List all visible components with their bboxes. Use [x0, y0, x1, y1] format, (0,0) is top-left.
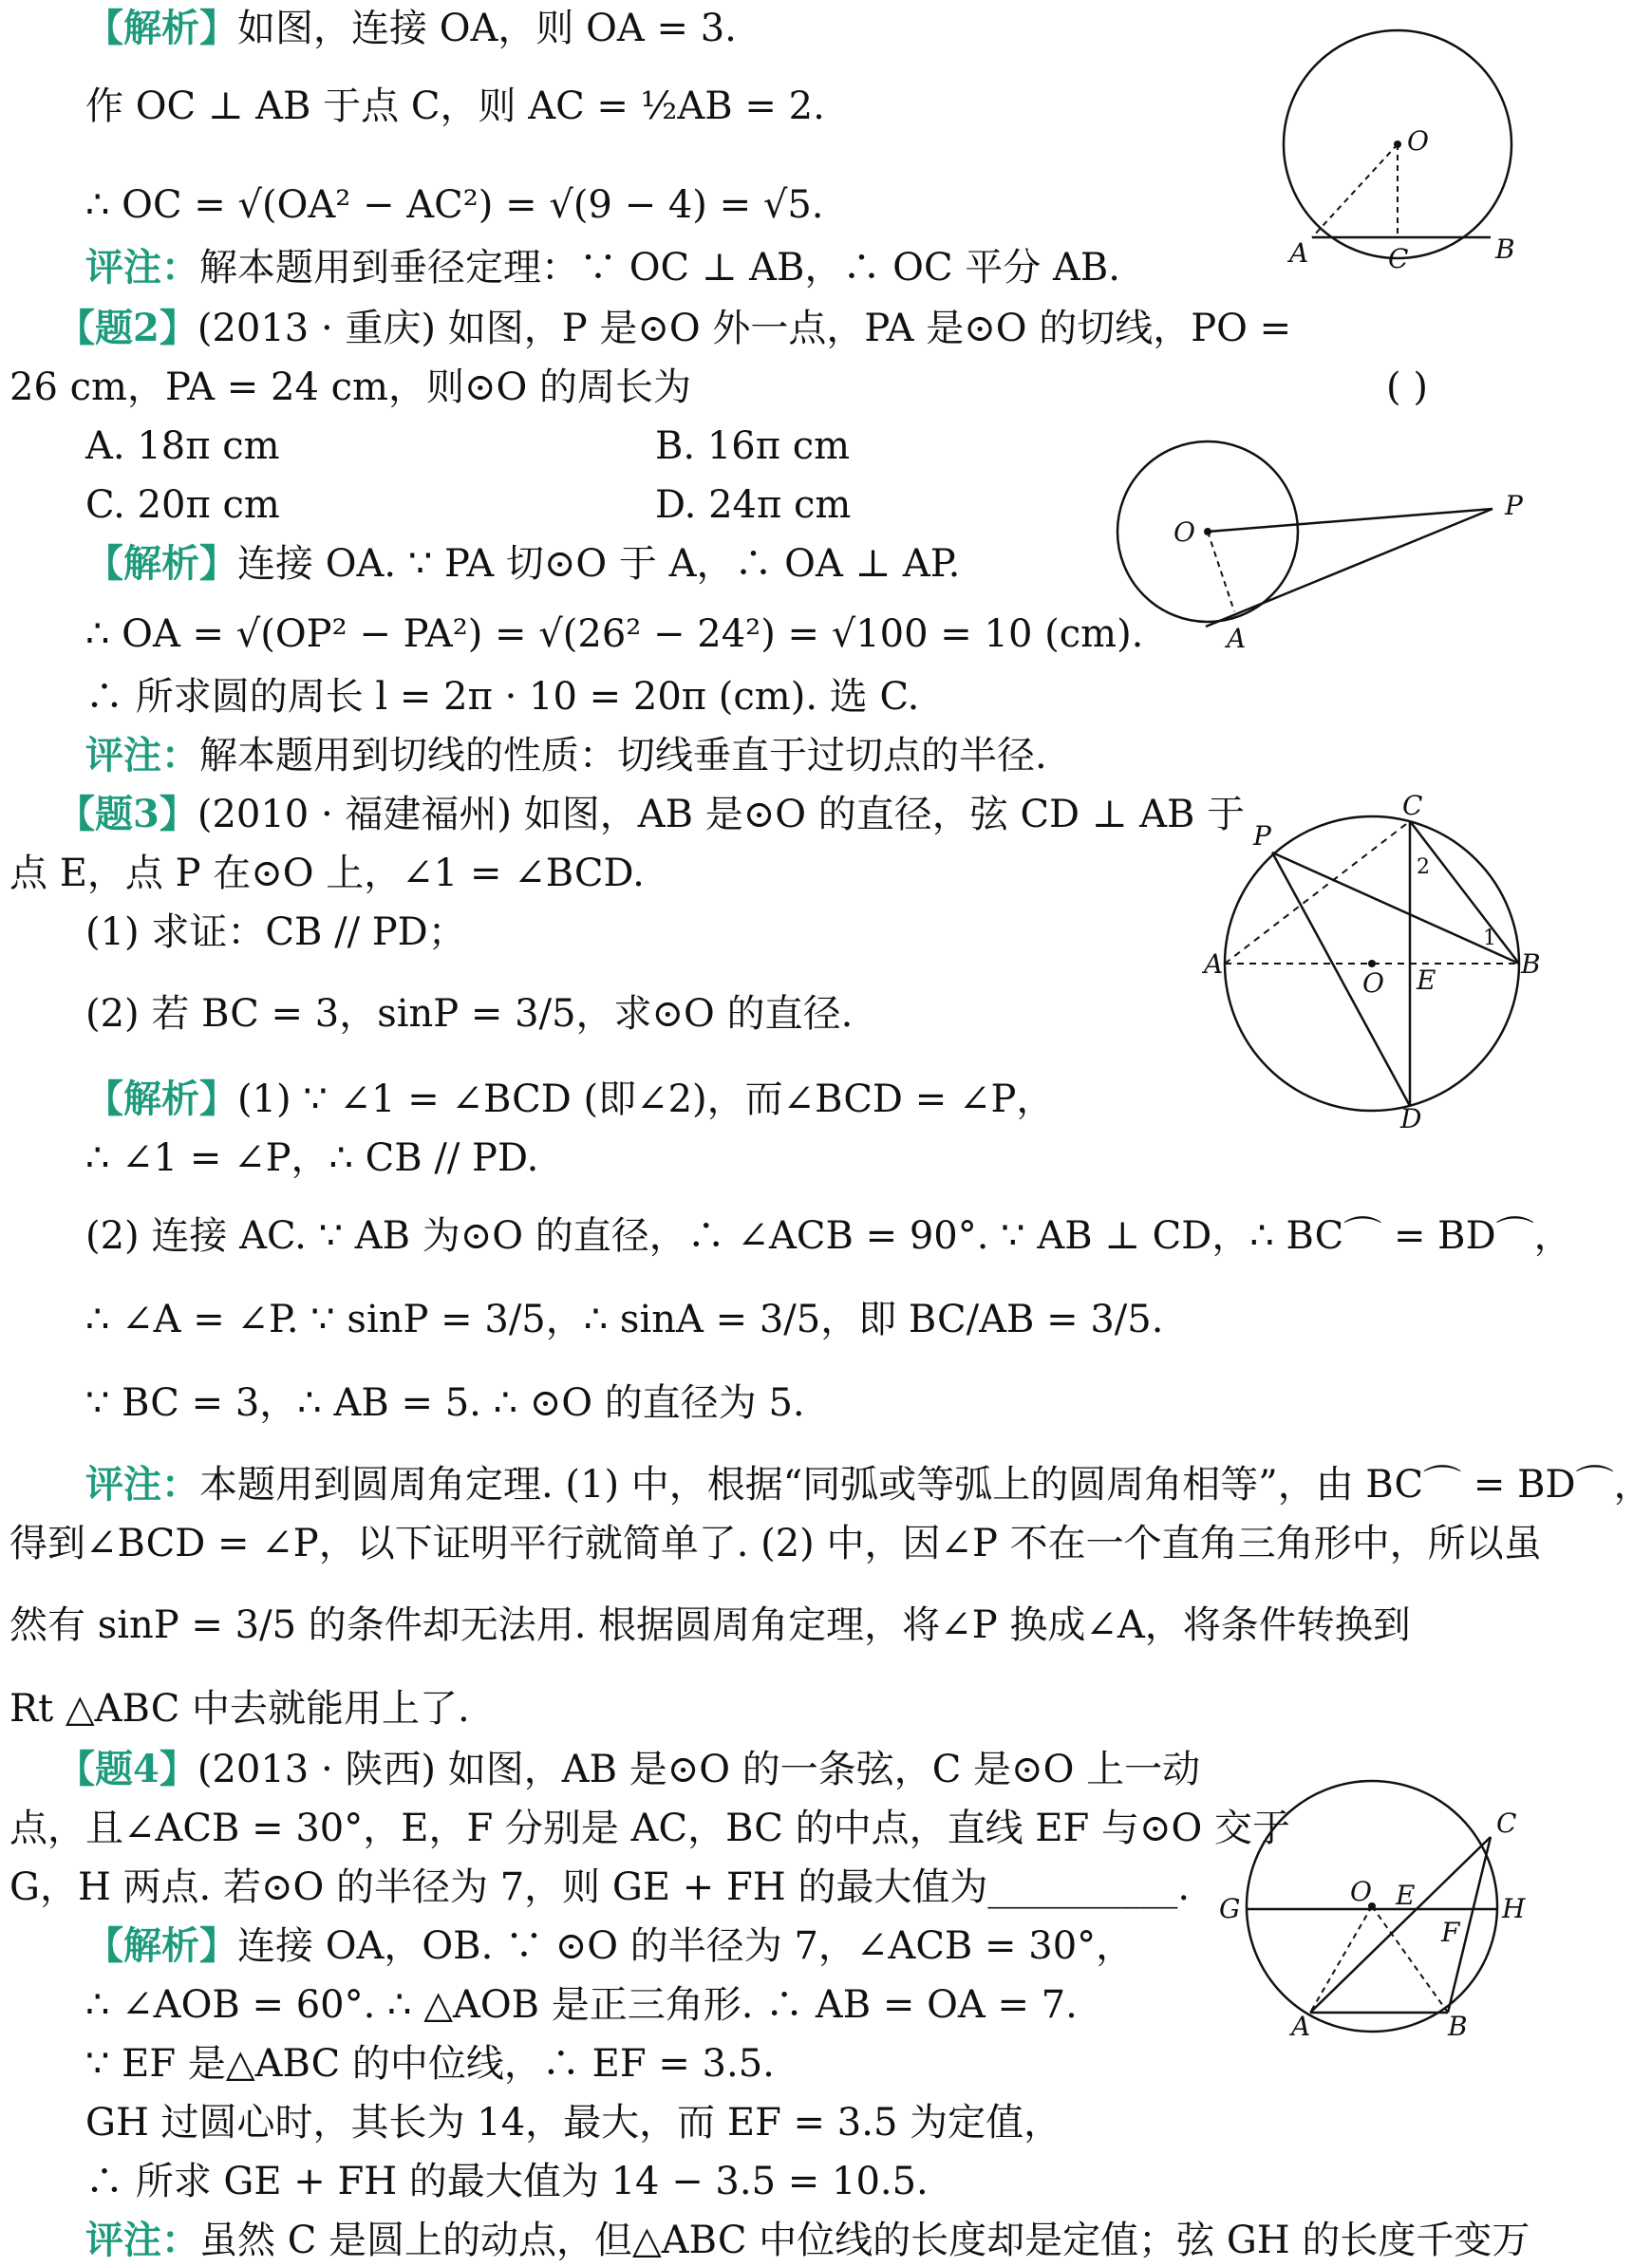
q3-solution-3: (2) 连接 AC. ∵ AB 为⊙O 的直径，∴ ∠ACB = 90°. ∵ AB ⊥ CD，∴ BC⌒ = BD⌒，: [85, 1214, 1572, 1258]
q2-option-b: B. 16π cm: [655, 424, 851, 468]
fig3-angle-2: 2: [1417, 855, 1430, 879]
section-tag: 【题2】: [57, 306, 197, 350]
fig2-op: [1208, 509, 1492, 532]
fig3-label-e: E: [1417, 965, 1436, 996]
fig3-cb: [1410, 821, 1519, 964]
fig3-angle-1: 1: [1483, 927, 1496, 950]
section-tag: 【题4】: [57, 1747, 197, 1791]
fig4-oa: [1310, 1906, 1372, 2013]
q2-option-c: C. 20π cm: [85, 483, 280, 527]
fig4-ob: [1372, 1906, 1448, 2013]
q3-line1: 【题3】(2010 · 福建福州) 如图，AB 是⊙O 的直径，弦 CD ⊥ AB 于: [57, 792, 1246, 836]
figure-3: [1204, 790, 1541, 1134]
section-tag: 【解析】: [85, 541, 237, 586]
s1-note: 评注：解本题用到垂径定理：∵ OC ⊥ AB，∴ OC 平分 AB.: [85, 245, 1120, 290]
section-tag: 【解析】: [85, 6, 237, 50]
q3-note-2: 得到∠BCD = ∠P，以下证明平行就简单了. (2) 中，因∠P 不在一个直角三角形中，所以虽: [9, 1522, 1542, 1565]
section-tag: 【题3】: [57, 792, 197, 836]
q2-note: 评注：解本题用到切线的性质：切线垂直于过切点的半径.: [85, 733, 1047, 778]
s1-line1: 【解析】如图，连接 OA，则 OA = 3.: [85, 6, 737, 50]
fig4-label-a: A: [1291, 2011, 1311, 2042]
s1-line3: ∴ OC = √(OA² − AC²) = √(9 − 4) = √5.: [85, 183, 824, 227]
q3-note-4: Rt △ABC 中去就能用上了.: [9, 1687, 470, 1731]
q3-note-1: 评注：本题用到圆周角定理. (1) 中，根据“同弧或等弧上的圆周角相等”，由 BC⌒ = BD⌒，: [85, 1462, 1652, 1507]
q3-part1: (1) 求证：CB // PD；: [85, 910, 466, 954]
q2-solution-2: ∴ OA = √(OP² − PA²) = √(26² − 24²) = √100 = 10 (cm).: [85, 612, 1144, 656]
section-tag: 评注：: [85, 1462, 199, 1507]
fig2-tangent-pa: [1206, 509, 1492, 627]
fig4-label-b: B: [1448, 2011, 1468, 2042]
fig1-label-b: B: [1495, 234, 1515, 265]
fig3-pd: [1272, 852, 1410, 1106]
fig3-label-d: D: [1400, 1103, 1422, 1134]
q3-note-3: 然有 sinP = 3/5 的条件却无法用. 根据圆周角定理，将∠P 换成∠A，将条件转换到: [9, 1603, 1411, 1647]
fig4-label-g: G: [1219, 1893, 1241, 1924]
q2-option-d: D. 24π cm: [655, 483, 852, 527]
fig1-oa: [1312, 144, 1398, 237]
q3-solution-5: ∵ BC = 3，∴ AB = 5. ∴ ⊙O 的直径为 5.: [85, 1381, 805, 1425]
fig4-label-f: F: [1441, 1917, 1460, 1948]
fig3-label-o: O: [1362, 967, 1384, 999]
fig1-label-c: C: [1388, 243, 1409, 274]
fig2-label-o: O: [1173, 516, 1195, 548]
q3-part2: (2) 若 BC = 3，sinP = 3/5，求⊙O 的直径.: [85, 992, 854, 1036]
fig3-center: [1368, 960, 1376, 967]
q4-note: 评注：虽然 C 是圆上的动点，但△ABC 中位线的长度却是定值；弦 GH 的长度千变万: [85, 2218, 1530, 2262]
fig1-center: [1394, 141, 1401, 148]
q4-line1: 【题4】(2013 · 陕西) 如图，AB 是⊙O 的一条弦，C 是⊙O 上一动: [57, 1747, 1201, 1791]
fig3-pb: [1272, 852, 1519, 964]
q3-solution-4: ∴ ∠A = ∠P. ∵ sinP = 3/5，∴ sinA = 3/5，即 BC/AB = 3/5.: [85, 1298, 1164, 1341]
fig4-label-e: E: [1396, 1880, 1416, 1911]
q2-solution-3: ∴ 所求圆的周长 l = 2π · 10 = 20π (cm). 选 C.: [85, 675, 920, 719]
q4-line3: G，H 两点. 若⊙O 的半径为 7，则 GE + FH 的最大值为__________.: [9, 1865, 1191, 1909]
figure-4: [1215, 1775, 1538, 2041]
s1-line2: 作 OC ⊥ AB 于点 C，则 AC = ½AB = 2.: [85, 84, 825, 128]
fig4-label-c: C: [1496, 1808, 1517, 1839]
fig2-center: [1204, 528, 1211, 535]
q4-solution-4: GH 过圆心时，其长为 14，最大，而 EF = 3.5 为定值，: [85, 2101, 1062, 2145]
fig3-label-c: C: [1402, 790, 1423, 821]
fig1-label-a: A: [1289, 237, 1309, 269]
q4-solution-1: 【解析】连接 OA，OB. ∵ ⊙O 的半径为 7，∠ACB = 30°，: [85, 1923, 1135, 1968]
section-tag: 【解析】: [85, 1077, 237, 1121]
q2-line2: 26 cm，PA = 24 cm，则⊙O 的周长为: [9, 365, 691, 409]
q4-solution-2: ∴ ∠AOB = 60°. ∴ △AOB 是正三角形. ∴ AB = OA = 7.: [85, 1983, 1078, 2027]
fig3-label-a: A: [1204, 948, 1224, 980]
q4-line2: 点，且∠ACB = 30°，E，F 分别是 AC，BC 的中点，直线 EF 与⊙O 交于: [9, 1807, 1290, 1850]
figure-2: [1101, 427, 1538, 665]
fig3-label-p: P: [1253, 820, 1271, 852]
fig2-oa: [1208, 532, 1234, 611]
q3-solution-2: ∴ ∠1 = ∠P，∴ CB // PD.: [85, 1136, 539, 1180]
fig2-label-a: A: [1227, 623, 1247, 654]
section-tag: 评注：: [85, 2218, 199, 2262]
q2-answer-paren: ( ): [1386, 365, 1428, 409]
q2-option-a: A. 18π cm: [85, 424, 280, 468]
q4-solution-3: ∵ EF 是△ABC 的中位线，∴ EF = 3.5.: [85, 2042, 775, 2086]
fig2-label-p: P: [1505, 490, 1523, 521]
section-tag: 评注：: [85, 733, 199, 778]
section-tag: 评注：: [85, 245, 199, 290]
q3-line2: 点 E，点 P 在⊙O 上，∠1 = ∠BCD.: [9, 852, 645, 895]
q3-solution-1: 【解析】(1) ∵ ∠1 = ∠BCD (即∠2)，而∠BCD = ∠P，: [85, 1077, 1055, 1121]
fig3-label-b: B: [1521, 948, 1541, 980]
section-tag: 【解析】: [85, 1923, 237, 1968]
q2-solution-1: 【解析】连接 OA. ∵ PA 切⊙O 于 A，∴ OA ⊥ AP.: [85, 541, 961, 586]
q2-line1: 【题2】(2013 · 重庆) 如图，P 是⊙O 外一点，PA 是⊙O 的切线，PO =: [57, 306, 1292, 350]
fig1-label-o: O: [1407, 125, 1429, 157]
figure-1: [1253, 19, 1538, 275]
q4-solution-5: ∴ 所求 GE + FH 的最大值为 14 − 3.5 = 10.5.: [85, 2160, 929, 2203]
fig4-ac: [1310, 1837, 1491, 2013]
fig4-label-o: O: [1350, 1876, 1372, 1907]
fig4-label-h: H: [1502, 1893, 1526, 1924]
